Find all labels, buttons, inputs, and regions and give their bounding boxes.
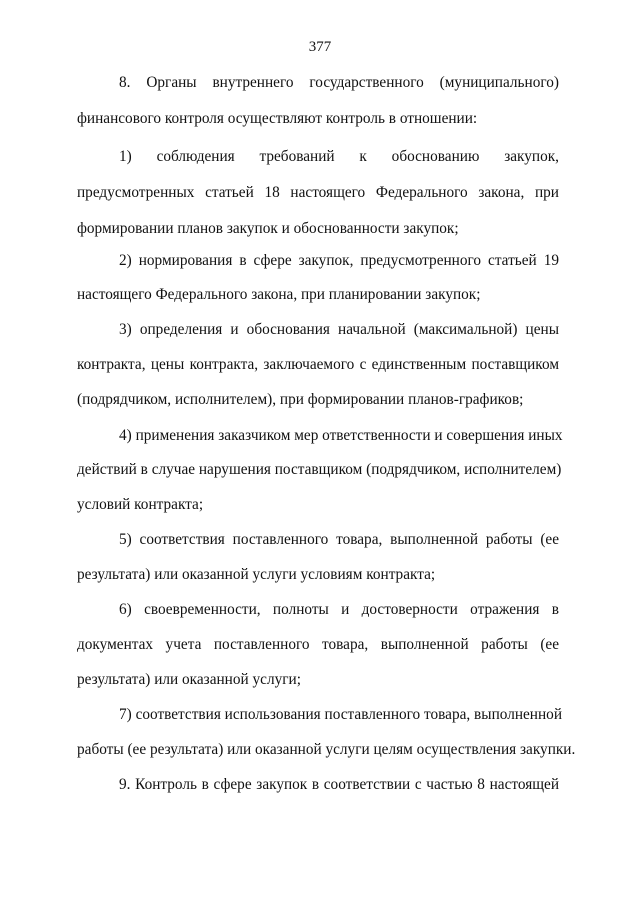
text-line: 5) соответствия поставленного товара, выполненной работы (ее [119, 531, 559, 548]
text-line: 4) применения заказчиком мер ответственности и совершения иных [119, 427, 563, 444]
text-line: формировании планов закупок и обоснованности закупок; [77, 220, 459, 237]
text-line: финансового контроля осуществляют контроль в отношении: [77, 110, 478, 127]
text-line: 2) нормирования в сфере закупок, предусмотренного статьей 19 [119, 252, 559, 269]
page-number: 377 [308, 39, 332, 55]
text-line: контракта, цены контракта, заключаемого с единственным поставщиком [77, 356, 559, 373]
text-line: 6) своевременности, полноты и достоверности отражения в [119, 601, 559, 618]
text-line: результата) или оказанной услуги условиям контракта; [77, 566, 436, 583]
text-line: 8. Органы внутреннего государственного (муниципального) [119, 74, 559, 91]
text-line: предусмотренных статьей 18 настоящего Федерального закона, при [77, 184, 559, 201]
text-line: 3) определения и обоснования начальной (максимальной) цены [119, 321, 559, 338]
text-line: документах учета поставленного товара, выполненной работы (ее [77, 636, 559, 653]
text-line: 9. Контроль в сфере закупок в соответствии с частью 8 настоящей [119, 776, 559, 793]
text-line: 7) соответствия использования поставленного товара, выполненной [119, 706, 563, 723]
text-line: настоящего Федерального закона, при планировании закупок; [77, 286, 481, 303]
text-line: действий в случае нарушения поставщиком (подрядчиком, исполнителем) [77, 461, 562, 478]
text-line: (подрядчиком, исполнителем), при формировании планов-графиков; [77, 391, 524, 408]
text-line: результата) или оказанной услуги; [77, 671, 301, 688]
text-line: работы (ее результата) или оказанной услуги целям осуществления закупки. [77, 741, 576, 758]
text-line: 1) соблюдения требований к обоснованию закупок, [119, 148, 559, 165]
text-line: условий контракта; [77, 496, 204, 513]
